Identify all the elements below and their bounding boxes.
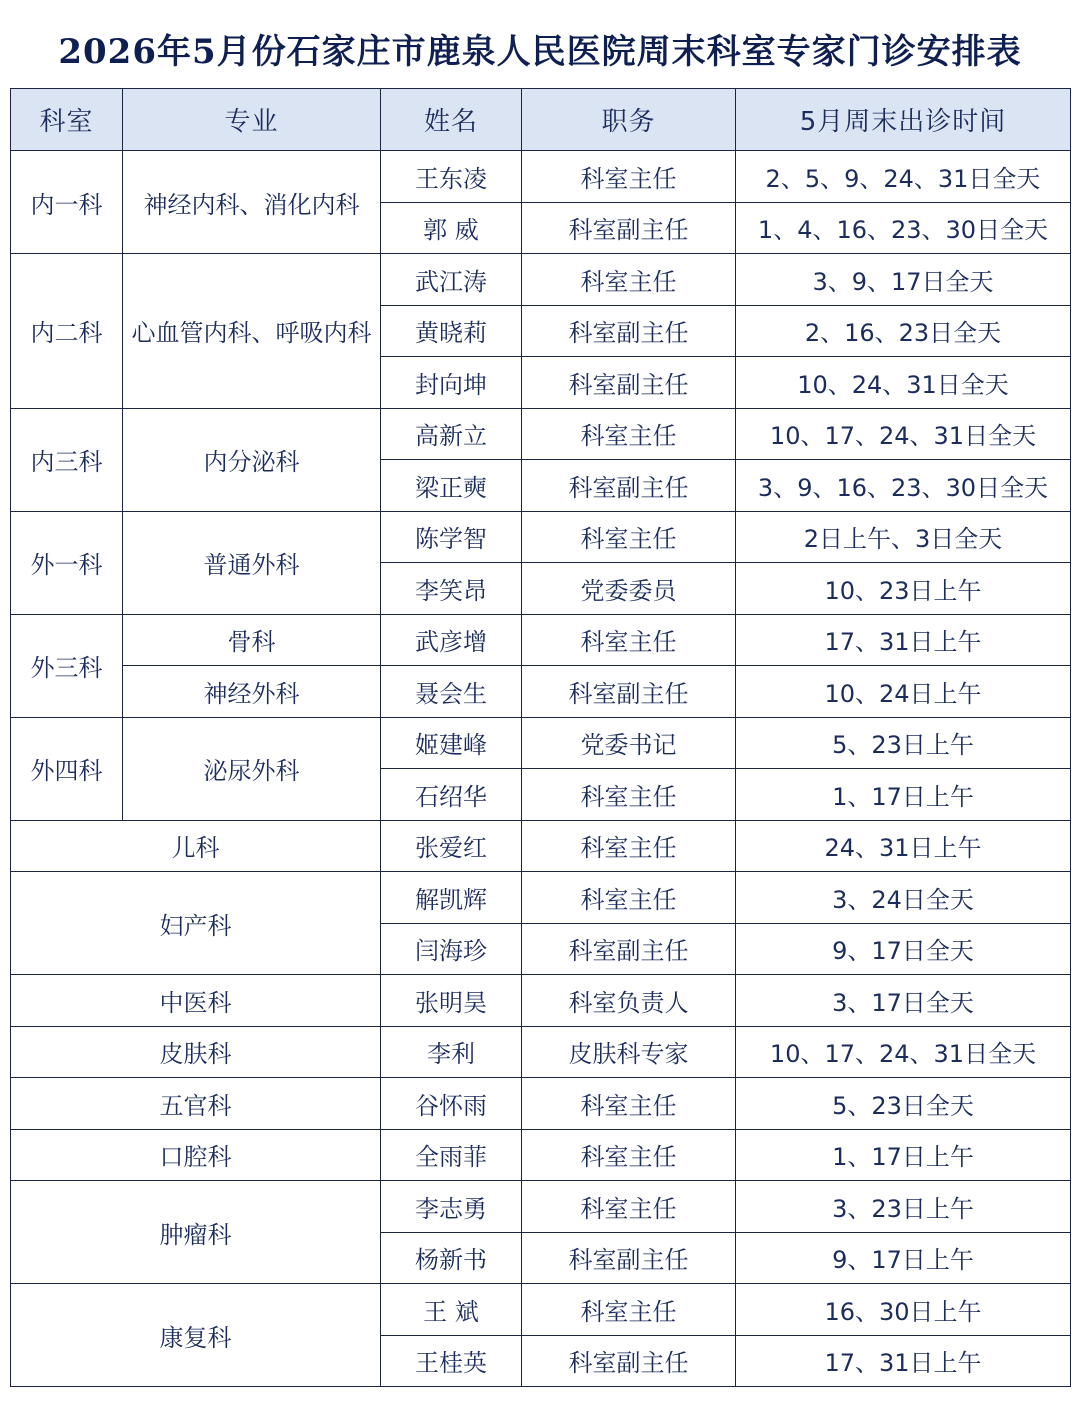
name-cell: 谷怀雨 [381, 1078, 522, 1130]
name-cell: 解凯辉 [381, 872, 522, 924]
schedule-cell: 5、23日上午 [736, 717, 1071, 769]
dept-cell: 中医科 [11, 975, 381, 1027]
specialty-cell: 心血管内科、呼吸内科 [123, 254, 381, 409]
position-cell: 科室副主任 [522, 1335, 736, 1387]
schedule-cell: 3、24日全天 [736, 872, 1071, 924]
header-schedule: 5月周末出诊时间 [736, 89, 1071, 151]
schedule-cell: 2日上午、3日全天 [736, 511, 1071, 563]
specialty-cell: 骨科 [123, 614, 381, 666]
position-cell: 科室主任 [522, 1181, 736, 1233]
name-cell: 李笑昂 [381, 563, 522, 615]
table-row [11, 1181, 1071, 1233]
name-cell: 武彦增 [381, 614, 522, 666]
position-cell: 科室主任 [522, 1078, 736, 1130]
name-cell: 王东凌 [381, 151, 522, 203]
dept-cell: 儿科 [11, 820, 381, 872]
specialty-cell: 神经内科、消化内科 [123, 151, 381, 254]
schedule-cell: 1、4、16、23、30日全天 [736, 202, 1071, 254]
dept-cell: 内二科 [11, 254, 123, 409]
name-cell: 陈学智 [381, 511, 522, 563]
position-cell: 科室副主任 [522, 202, 736, 254]
schedule-cell: 9、17日上午 [736, 1232, 1071, 1284]
schedule-cell: 5、23日全天 [736, 1078, 1071, 1130]
table-row [11, 666, 1071, 718]
dept-cell: 皮肤科 [11, 1026, 381, 1078]
name-cell: 封向坤 [381, 357, 522, 409]
name-cell: 杨新书 [381, 1232, 522, 1284]
name-cell: 梁正奭 [381, 460, 522, 512]
schedule-cell: 3、17日全天 [736, 975, 1071, 1027]
position-cell: 科室主任 [522, 408, 736, 460]
position-cell: 科室副主任 [522, 305, 736, 357]
table-row [11, 254, 1071, 306]
table-row [11, 1129, 1071, 1181]
name-cell: 武江涛 [381, 254, 522, 306]
name-cell: 姬建峰 [381, 717, 522, 769]
name-cell: 石绍华 [381, 769, 522, 821]
schedule-cell: 3、9、17日全天 [736, 254, 1071, 306]
schedule-cell: 10、17、24、31日全天 [736, 408, 1071, 460]
table-row [11, 872, 1071, 924]
name-cell: 张爱红 [381, 820, 522, 872]
dept-cell: 康复科 [11, 1284, 381, 1387]
name-cell: 张明昊 [381, 975, 522, 1027]
table-row [11, 1078, 1071, 1130]
page-title: 2026年5月份石家庄市鹿泉人民医院周末科室专家门诊安排表 [58, 32, 1022, 72]
position-cell: 皮肤科专家 [522, 1026, 736, 1078]
header-dept: 科室 [11, 89, 123, 151]
schedule-cell: 2、16、23日全天 [736, 305, 1071, 357]
table-row [11, 820, 1071, 872]
position-cell: 科室主任 [522, 614, 736, 666]
schedule-table [10, 88, 1071, 1387]
position-cell: 科室主任 [522, 1129, 736, 1181]
schedule-cell: 17、31日上午 [736, 1335, 1071, 1387]
header-specialty: 专业 [123, 89, 381, 151]
position-cell: 科室主任 [522, 511, 736, 563]
dept-cell: 妇产科 [11, 872, 381, 975]
position-cell: 党委书记 [522, 717, 736, 769]
dept-cell: 肿瘤科 [11, 1181, 381, 1284]
dept-cell: 口腔科 [11, 1129, 381, 1181]
specialty-cell: 泌尿外科 [123, 717, 381, 820]
specialty-cell: 普通外科 [123, 511, 381, 614]
position-cell: 科室副主任 [522, 357, 736, 409]
table-row [11, 408, 1071, 460]
schedule-cell: 3、23日上午 [736, 1181, 1071, 1233]
schedule-cell: 2、5、9、24、31日全天 [736, 151, 1071, 203]
position-cell: 科室负责人 [522, 975, 736, 1027]
table-row [11, 975, 1071, 1027]
table-row [11, 151, 1071, 203]
dept-cell: 外四科 [11, 717, 123, 820]
position-cell: 科室副主任 [522, 923, 736, 975]
table-row [11, 717, 1071, 769]
name-cell: 李利 [381, 1026, 522, 1078]
position-cell: 科室主任 [522, 769, 736, 821]
name-cell: 全雨菲 [381, 1129, 522, 1181]
name-cell: 高新立 [381, 408, 522, 460]
position-cell: 科室主任 [522, 1284, 736, 1336]
header-name: 姓名 [381, 89, 522, 151]
dept-cell: 五官科 [11, 1078, 381, 1130]
dept-cell: 外三科 [11, 614, 123, 717]
name-cell: 聂会生 [381, 666, 522, 718]
specialty-cell: 内分泌科 [123, 408, 381, 511]
dept-cell: 外一科 [11, 511, 123, 614]
position-cell: 党委委员 [522, 563, 736, 615]
schedule-cell: 1、17日上午 [736, 1129, 1071, 1181]
name-cell: 郭 威 [381, 202, 522, 254]
schedule-cell: 3、9、16、23、30日全天 [736, 460, 1071, 512]
position-cell: 科室主任 [522, 254, 736, 306]
specialty-cell: 神经外科 [123, 666, 381, 718]
position-cell: 科室主任 [522, 872, 736, 924]
position-cell: 科室副主任 [522, 460, 736, 512]
schedule-cell: 10、23日上午 [736, 563, 1071, 615]
schedule-cell: 24、31日上午 [736, 820, 1071, 872]
position-cell: 科室副主任 [522, 666, 736, 718]
schedule-cell: 16、30日上午 [736, 1284, 1071, 1336]
position-cell: 科室主任 [522, 820, 736, 872]
schedule-cell: 10、24日上午 [736, 666, 1071, 718]
name-cell: 王 斌 [381, 1284, 522, 1336]
position-cell: 科室主任 [522, 151, 736, 203]
name-cell: 闫海珍 [381, 923, 522, 975]
schedule-cell: 10、24、31日全天 [736, 357, 1071, 409]
table-row [11, 1026, 1071, 1078]
table-row [11, 511, 1071, 563]
name-cell: 李志勇 [381, 1181, 522, 1233]
table-row [11, 614, 1071, 666]
schedule-cell: 9、17日全天 [736, 923, 1071, 975]
schedule-cell: 10、17、24、31日全天 [736, 1026, 1071, 1078]
header-row [11, 89, 1071, 151]
schedule-cell: 1、17日上午 [736, 769, 1071, 821]
dept-cell: 内三科 [11, 408, 123, 511]
header-position: 职务 [522, 89, 736, 151]
table-row [11, 1284, 1071, 1336]
dept-cell: 内一科 [11, 151, 123, 254]
schedule-cell: 17、31日上午 [736, 614, 1071, 666]
position-cell: 科室副主任 [522, 1232, 736, 1284]
name-cell: 黄晓莉 [381, 305, 522, 357]
name-cell: 王桂英 [381, 1335, 522, 1387]
